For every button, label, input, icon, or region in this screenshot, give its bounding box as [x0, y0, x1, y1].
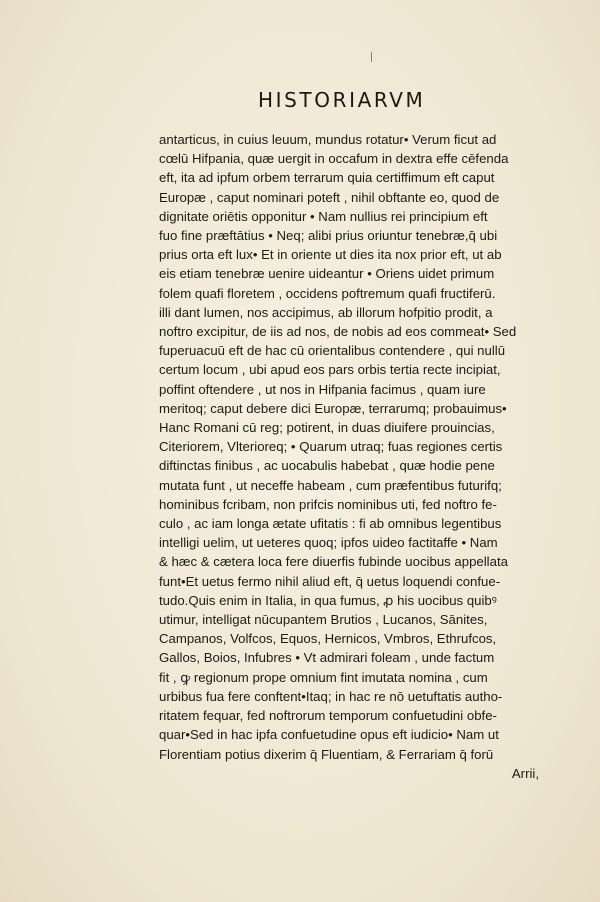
text-line: Campanos, Volfcos, Equos, Hernicos, Vmbros, Ethrufcos, — [159, 631, 497, 647]
text-line: fuperuacuū eft de hac cū orientalibus contendere , qui nullū — [159, 343, 506, 359]
text-line: & hæc & cætera loca fere diuerfis fubinde uocibus appellata — [159, 554, 508, 570]
text-line: urbibus fua fere conftent•Itaq; in hac re nō uetuftatis autho- — [159, 688, 503, 704]
text-line: cœlū Hifpania, quæ uergit in occafum in dextra effe cēfenda — [159, 151, 509, 167]
text-line: quar•Sed in hac ipfa confuetudine opus eft iudicio• Nam ut — [159, 727, 499, 743]
paper-mark — [371, 52, 372, 62]
text-line: Europæ , caput nominari poteft , nihil obftante eo, quod de — [159, 189, 500, 205]
text-line: poffint oftendere , ut nos in Hifpania facimus , quam iure — [159, 381, 486, 397]
text-line: hominibus fcribam, non prifcis nominibus uti, fed noftro fe- — [159, 496, 497, 512]
text-line: funt•Et uetus fermo nihil aliud eft, q̄ uetus loquendi confue- — [159, 573, 501, 589]
text-line: folem quafi floretem , occidens poftremum quafi fructiferū. — [159, 285, 496, 301]
text-line: meritoq; caput debere dici Europæ, terrarumq; probauimus• — [159, 400, 507, 416]
text-line: Citeriorem, Vlterioreq; • Quarum utraq; fuas regiones certis — [159, 439, 503, 455]
text-line: Hanc Romani cū reg; potirent, in duas diuifere prouincias, — [159, 420, 495, 436]
text-line: intelligi uelim, ut ueteres quoq; ipfos uideo factitaffe • Nam — [159, 535, 498, 551]
text-line: dignitate oriētis opponitur • Nam nullius rei principium eft — [159, 208, 488, 224]
text-line: Florentiam potius dixerim q̄ Fluentiam, & Ferrariam q̄ forū — [159, 746, 494, 762]
text-line: fit , ꝙ regionum prope omnium fint imutata nomina , cum — [159, 669, 488, 685]
text-line: eis etiam tenebræ uenire uideantur • Oriens uidet primum — [159, 266, 495, 282]
text-line: culo , ac iam longa ætate ufitatis : fi ab omnibus legentibus — [159, 516, 502, 532]
text-line: antarticus, in cuius leuum, mundus rotatur• Verum ficut ad — [159, 132, 497, 147]
body-text — [159, 130, 539, 783]
text-line: utimur, intelligat nūcupantem Brutios , Lucanos, Sānites, — [159, 612, 488, 628]
text-line: eft, ita ad ipfum orbem terrarum quia certiffimum eft caput — [159, 170, 495, 186]
text-line: noftro excipitur, de iis ad nos, de nobis ad eos commeat• Sed — [159, 324, 517, 340]
text-line: ritatem fequar, fed noftrorum temporum confuetudini obfe- — [159, 708, 497, 724]
text-line: Gallos, Boios, Infubres • Vt admirari foleam , unde factum — [159, 650, 495, 666]
text-line: illi dant lumen, nos accipimus, ab illorum hofpitio prodit, a — [159, 304, 493, 320]
text-line: prius orta eft lux• Et in oriente ut dies ita nox prior eft, ut ab — [159, 247, 502, 263]
text-line: tudo.Quis enim in Italia, in qua fumus, ꝓ his uocibus quibꝰ — [159, 592, 497, 608]
running-head: HISTORIARVM — [258, 88, 426, 112]
text-line: diftinctas finibus , ac uocabulis habebat , quæ hodie pene — [159, 458, 495, 474]
text-line: fuo fine præftātius • Neq; alibi prius oriuntur tenebræ,q̄ ubi — [159, 228, 498, 244]
text-line: mutata funt , ut neceffe habeam , cum præfentibus futurifq; — [159, 477, 502, 493]
catchword: Arrii, — [511, 765, 539, 781]
text-line: certum locum , ubi apud eos pars orbis tertia recte incipiat, — [159, 362, 501, 378]
